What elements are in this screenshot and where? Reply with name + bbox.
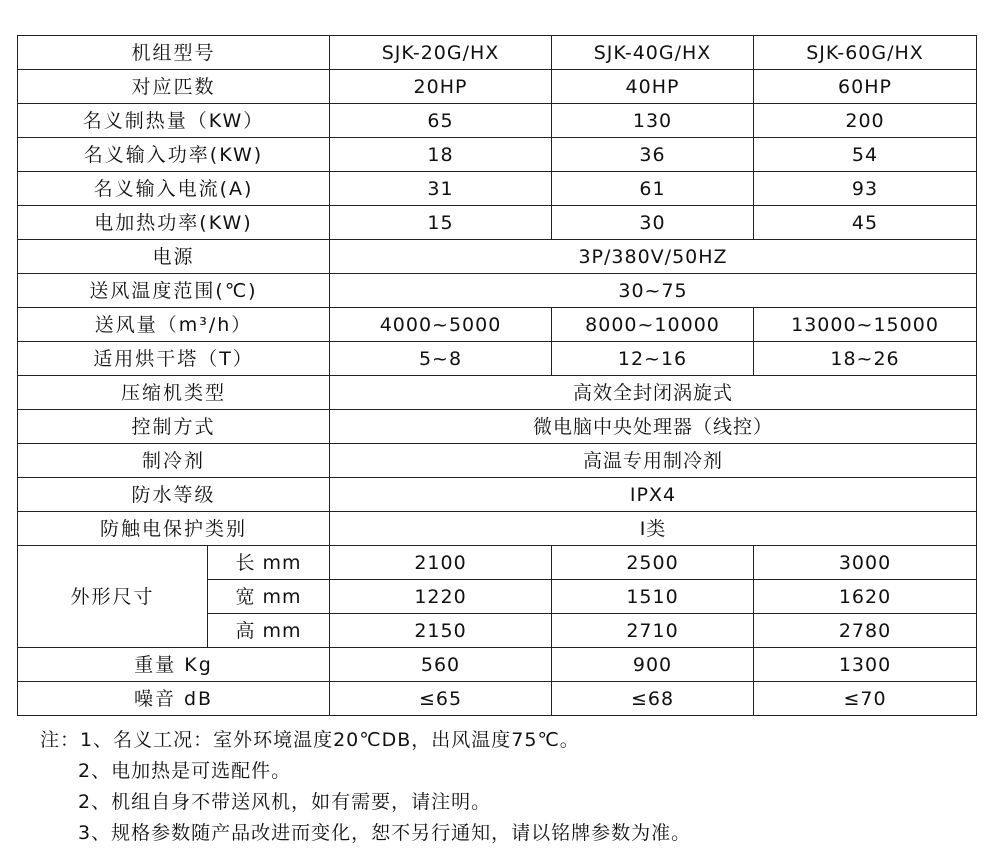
cell-value: 3000 (754, 546, 977, 580)
cell-value: 54 (754, 138, 977, 172)
cell-value: 15 (330, 206, 552, 240)
cell-value: 36 (552, 138, 754, 172)
cell-value: 130 (552, 104, 754, 138)
row-label: 对应匹数 (18, 70, 330, 104)
model-name: SJK-20G/HX (330, 36, 552, 70)
cell-value: 3P/380V/50HZ (330, 240, 977, 274)
table-row (18, 478, 977, 512)
dimension-sub-label: 宽 mm (208, 580, 330, 614)
row-label: 名义制热量（KW） (18, 104, 330, 138)
cell-value: 30~75 (330, 274, 977, 308)
cell-value: 30 (552, 206, 754, 240)
cell-value: 93 (754, 172, 977, 206)
cell-value: 560 (330, 648, 552, 682)
cell-value: 1620 (754, 580, 977, 614)
cell-value: 12~16 (552, 342, 754, 376)
cell-value: 微电脑中央处理器（线控） (330, 410, 977, 444)
cell-value: 1300 (754, 648, 977, 682)
cell-value: 20HP (330, 70, 552, 104)
row-label: 名义输入功率(KW) (18, 138, 330, 172)
cell-value: 2710 (552, 614, 754, 648)
row-label: 送风温度范围(℃) (18, 274, 330, 308)
cell-value: 45 (754, 206, 977, 240)
row-label: 电加热功率(KW) (18, 206, 330, 240)
header-label: 机组型号 (18, 36, 330, 70)
cell-value: 40HP (552, 70, 754, 104)
table-row (18, 70, 977, 104)
row-label: 噪音 dB (18, 682, 330, 716)
row-label: 控制方式 (18, 410, 330, 444)
cell-value: ≤70 (754, 682, 977, 716)
dimensions-label: 外形尺寸 (18, 546, 208, 648)
row-label: 重量 Kg (18, 648, 330, 682)
table-row (18, 206, 977, 240)
row-label: 制冷剂 (18, 444, 330, 478)
cell-value: 31 (330, 172, 552, 206)
cell-value: 60HP (754, 70, 977, 104)
cell-value: 1220 (330, 580, 552, 614)
cell-value: 2500 (552, 546, 754, 580)
cell-value: 13000~15000 (754, 308, 977, 342)
row-label: 防触电保护类别 (18, 512, 330, 546)
table-row (18, 342, 977, 376)
table-row (18, 240, 977, 274)
cell-value: 高温专用制冷剂 (330, 444, 977, 478)
cell-value: 18 (330, 138, 552, 172)
row-label: 电源 (18, 240, 330, 274)
table-row (18, 104, 977, 138)
table-row (18, 376, 977, 410)
note-line: 2、机组自身不带送风机，如有需要，请注明。 (78, 791, 492, 813)
cell-value: 高效全封闭涡旋式 (330, 376, 977, 410)
cell-value: ≤68 (552, 682, 754, 716)
table-row (18, 274, 977, 308)
cell-value: 61 (552, 172, 754, 206)
table-row (18, 682, 977, 716)
table-row (18, 138, 977, 172)
table-row (18, 172, 977, 206)
cell-value: 8000~10000 (552, 308, 754, 342)
cell-value: 65 (330, 104, 552, 138)
cell-value: 200 (754, 104, 977, 138)
note-line: 注：1、名义工况：室外环境温度20℃DB，出风温度75℃。 (40, 729, 580, 751)
cell-value: 5~8 (330, 342, 552, 376)
model-name: SJK-40G/HX (552, 36, 754, 70)
row-label: 送风量（m³/h） (18, 308, 330, 342)
model-name: SJK-60G/HX (754, 36, 977, 70)
row-label: 压缩机类型 (18, 376, 330, 410)
cell-value: 2780 (754, 614, 977, 648)
note-line: 3、规格参数随产品改进而变化，恕不另行通知，请以铭牌参数为准。 (78, 822, 692, 844)
table-row (18, 648, 977, 682)
spec-table (17, 35, 977, 716)
table-row (18, 546, 977, 580)
note-line: 2、电加热是可选配件。 (78, 760, 292, 782)
cell-value: ≤65 (330, 682, 552, 716)
cell-value: 2150 (330, 614, 552, 648)
row-label: 防水等级 (18, 478, 330, 512)
cell-value: IPX4 (330, 478, 977, 512)
table-row (18, 36, 977, 70)
cell-value: Ⅰ类 (330, 512, 977, 546)
notes (40, 725, 980, 849)
dimension-sub-label: 高 mm (208, 614, 330, 648)
dimension-sub-label: 长 mm (208, 546, 330, 580)
table-row (18, 444, 977, 478)
cell-value: 900 (552, 648, 754, 682)
row-label: 名义输入电流(A) (18, 172, 330, 206)
cell-value: 4000~5000 (330, 308, 552, 342)
cell-value: 1510 (552, 580, 754, 614)
table-row (18, 410, 977, 444)
table-row (18, 512, 977, 546)
row-label: 适用烘干塔（T） (18, 342, 330, 376)
cell-value: 18~26 (754, 342, 977, 376)
cell-value: 2100 (330, 546, 552, 580)
table-row (18, 308, 977, 342)
